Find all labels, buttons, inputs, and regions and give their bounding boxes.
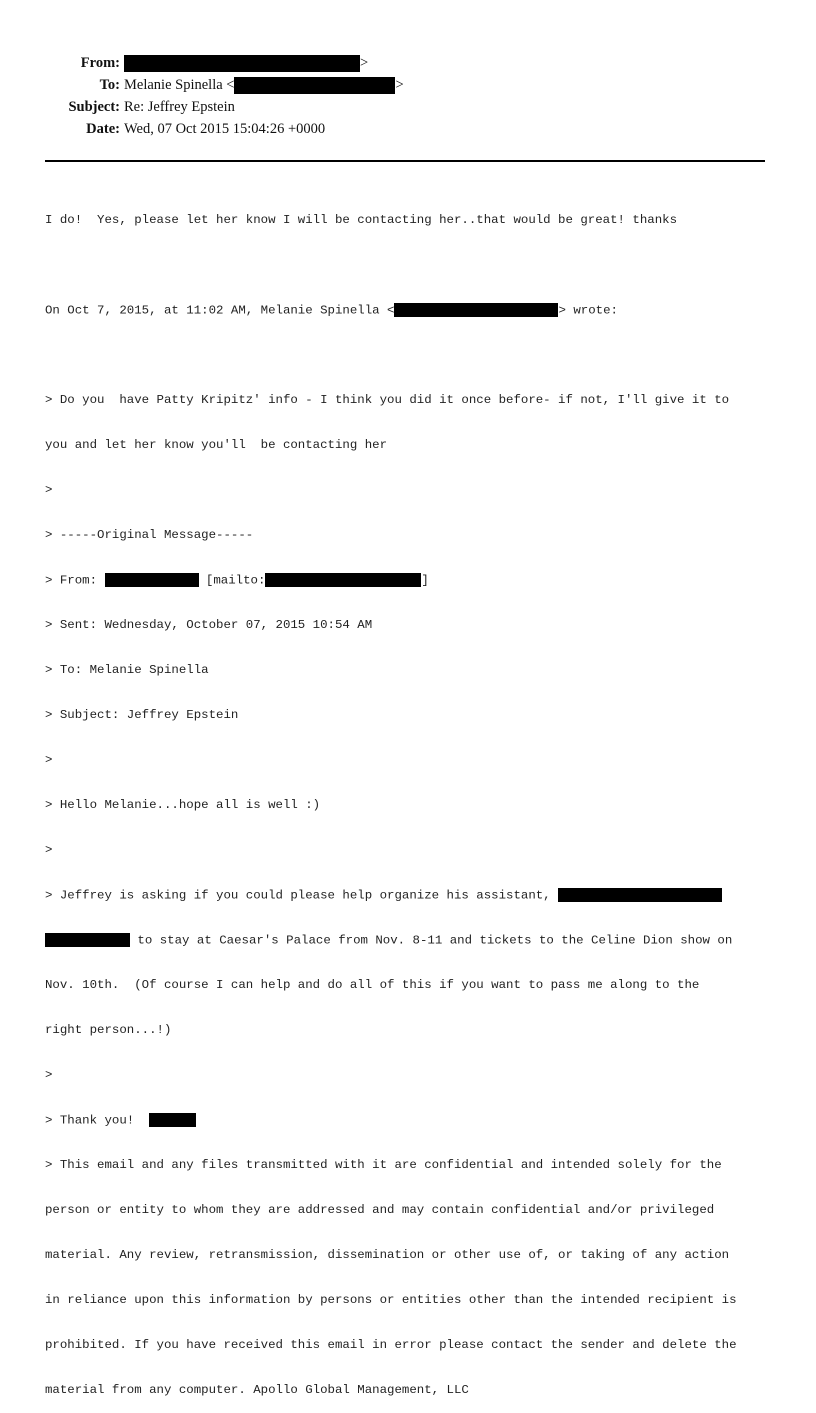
subject-row xyxy=(0,96,816,118)
quoted-from-prefix: > From: xyxy=(45,573,105,588)
quoted-line: > To: Melanie Spinella xyxy=(45,663,209,677)
redaction-block xyxy=(124,55,360,72)
from-value xyxy=(124,52,368,74)
reply-text: I do! Yes, please let her know I will be contacting her..that would be great! thanks xyxy=(45,213,678,227)
from-label: From: xyxy=(80,55,120,71)
redaction-block xyxy=(394,303,558,317)
quoted-from-line xyxy=(45,573,775,588)
disclaimer-line: in reliance upon this information by persons or entities other than the intended recipient is xyxy=(45,1293,737,1307)
to-value xyxy=(124,74,404,96)
quoted-line: > xyxy=(45,753,53,767)
quoted-line: > Hello Melanie...hope all is well :) xyxy=(45,798,321,812)
quoted-line: > Do you have Patty Kripitz' info - I think you did it once before- if not, I'll give it to xyxy=(45,393,730,407)
to-row xyxy=(0,74,816,96)
quoted-text: > Thank you! xyxy=(45,1113,150,1128)
quoted-line: > Subject: Jeffrey Epstein xyxy=(45,708,239,722)
quoted-line xyxy=(45,933,775,948)
quoted-line xyxy=(45,888,775,903)
date-label: Date: xyxy=(86,121,120,137)
redaction-block xyxy=(45,933,130,947)
disclaimer-line: > This email and any files transmitted with it are confidential and intended solely for the xyxy=(45,1158,722,1172)
to-suffix: > xyxy=(395,77,404,93)
disclaimer-line: prohibited. If you have received this email in error please contact the sender and delete the xyxy=(45,1338,737,1352)
date-row xyxy=(0,118,816,140)
attribution-line xyxy=(45,303,775,318)
quoted-from-suffix: ] xyxy=(421,573,429,588)
quoted-line: > -----Original Message----- xyxy=(45,528,254,542)
quoted-line: > Sent: Wednesday, October 07, 2015 10:54 AM xyxy=(45,618,373,632)
quoted-line: > xyxy=(45,483,53,497)
attribution-suffix: > wrote: xyxy=(558,303,618,318)
from-suffix: > xyxy=(360,55,369,71)
quoted-text: to stay at Caesar's Palace from Nov. 8-11 and tickets to the Celine Dion show on xyxy=(130,933,733,948)
quoted-line: right person...!) xyxy=(45,1023,172,1037)
redaction-block xyxy=(149,1113,196,1127)
quoted-line xyxy=(45,1113,775,1128)
redaction-block xyxy=(265,573,421,587)
email-header xyxy=(0,52,816,140)
disclaimer-line: material from any computer. Apollo Global Management, LLC xyxy=(45,1383,469,1397)
to-label: To: xyxy=(99,77,120,93)
redaction-block xyxy=(105,573,199,587)
quoted-line: > xyxy=(45,843,53,857)
redaction-block xyxy=(558,888,722,902)
disclaimer-line: material. Any review, retransmission, dissemination or other use of, or taking of any action xyxy=(45,1248,730,1262)
subject-value: Re: Jeffrey Epstein xyxy=(124,99,235,115)
header-divider xyxy=(45,160,765,162)
quoted-line: you and let her know you'll be contacting her xyxy=(45,438,388,452)
quoted-line: > xyxy=(45,1068,53,1082)
subject-label: Subject: xyxy=(68,99,120,115)
date-value: Wed, 07 Oct 2015 15:04:26 +0000 xyxy=(124,121,326,137)
quoted-text: > Jeffrey is asking if you could please help organize his assistant, xyxy=(45,888,559,903)
email-body xyxy=(45,183,775,1413)
redaction-block xyxy=(234,77,395,94)
attribution-prefix: On Oct 7, 2015, at 11:02 AM, Melanie Spinella < xyxy=(45,303,395,318)
disclaimer-line: person or entity to whom they are addressed and may contain confidential and/or privileged xyxy=(45,1203,715,1217)
quoted-from-mailto: [mailto: xyxy=(198,573,266,588)
from-row xyxy=(0,52,816,74)
to-name: Melanie Spinella < xyxy=(124,77,235,93)
quoted-line: Nov. 10th. (Of course I can help and do all of this if you want to pass me along to the xyxy=(45,978,700,992)
